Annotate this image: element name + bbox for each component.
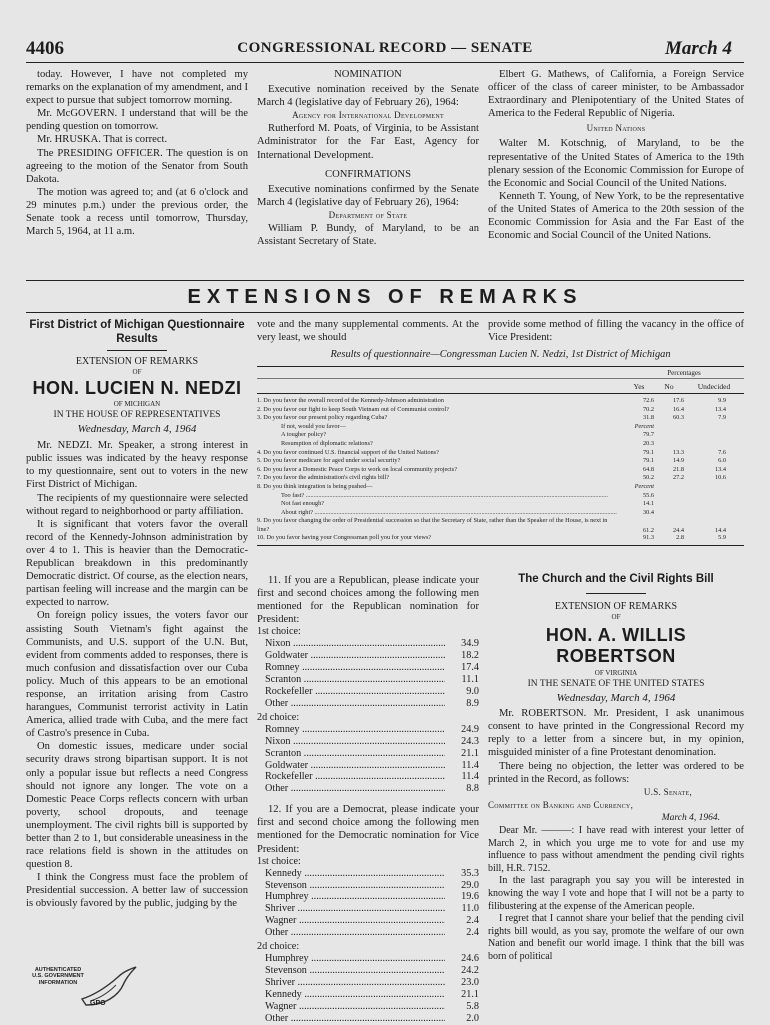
paragraph: I think the Congress must face the problem of Presidential succession. A better law of succession is obviously favored by the public, judging by the — [26, 872, 248, 910]
candidate-name: Romney ..... — [257, 724, 445, 736]
candidate-percent: 24.6 — [461, 953, 479, 965]
paragraph: Rutherford M. Poats, of Virginia, to be Assistant Administrator for the Far East, Agency for International Development. — [257, 123, 479, 161]
nedzi-continuation-right — [488, 318, 744, 344]
cell-undecided — [684, 509, 726, 518]
table-row — [257, 397, 744, 406]
list-item — [257, 880, 479, 892]
question-text: Resumption of diplomatic relations? ..... — [257, 440, 624, 449]
candidate-name: Stevenson ..... — [257, 965, 445, 977]
chamber-label: IN THE HOUSE OF REPRESENTATIVES — [53, 410, 221, 421]
section-heading: NOMINATION — [334, 69, 402, 80]
candidate-percent: 2.4 — [466, 927, 479, 939]
table-row — [257, 414, 744, 423]
list-item — [257, 783, 479, 795]
list-item — [257, 698, 479, 710]
question-text: 5. Do you favor medicare for aged under social security? ..... — [257, 457, 624, 466]
cell-undecided — [684, 483, 726, 492]
cell-no — [654, 431, 684, 440]
candidate-percent: 17.4 — [461, 662, 479, 674]
robertson-column — [488, 572, 744, 964]
candidate-percent: 21.1 — [461, 747, 479, 759]
candidate-percent: 11.4 — [461, 759, 479, 771]
candidate-percent: 35.3 — [461, 867, 479, 879]
seal-gpo: GPO — [90, 1000, 106, 1007]
list-item — [257, 724, 479, 736]
table-row — [257, 483, 744, 492]
list-item — [257, 989, 479, 1001]
first-choice-label: 1st choice: — [257, 855, 301, 867]
paragraph: Mr. McGOVERN. I understand that will be the pending question on tomorrow. — [26, 108, 248, 133]
question-text: Not fast enough? ..... — [257, 500, 624, 509]
candidate-percent: 11.0 — [461, 903, 479, 915]
paragraph: There being no objection, the letter was ordered to be printed in the Record, as follows: — [488, 760, 744, 785]
letterhead: U.S. Senate, — [643, 786, 692, 797]
chamber-label: IN THE SENATE OF THE UNITED STATES — [527, 679, 705, 690]
header-rule — [26, 62, 744, 63]
cell-no: 21.8 — [672, 465, 684, 473]
candidate-percent: 21.1 — [461, 988, 479, 1000]
extension-label: EXTENSION OF REMARKS — [75, 356, 199, 367]
question-text: 10. Do you favor having your Congressman poll you for your views? ..... — [257, 534, 624, 543]
cell-no — [654, 509, 684, 518]
paragraph: Kenneth T. Young, of New York, to be the representative of the United States of America to the 20th session of the Economic Commission for Asia and the Far East of the Economic and Social Council of the United Nations. — [488, 190, 744, 242]
cell-no — [654, 500, 684, 509]
section-heading: United Nations — [586, 123, 646, 134]
table-row — [257, 534, 744, 543]
list-item — [257, 977, 479, 989]
paragraph: Mr. NEDZI. Mr. Speaker, a strong interest in public issues was indicated by the heavy response to my questionnaire, sent out to voters in the new First District of Michigan. — [26, 440, 248, 491]
cell-undecided — [684, 492, 726, 501]
candidate-name: Scranton ..... — [257, 674, 445, 686]
top-right-column — [488, 68, 744, 242]
list-item — [257, 748, 479, 760]
candidate-name: Romney ..... — [257, 662, 445, 674]
candidate-percent: 2.4 — [466, 915, 479, 927]
col-header-no: No — [664, 381, 674, 391]
candidate-percent: 29.0 — [461, 879, 479, 891]
cell-undecided: 10.6 — [714, 474, 726, 482]
candidate-name: Wagner ..... — [257, 915, 445, 927]
q11-second-list — [257, 724, 479, 795]
paragraph: Mr. HRUSKA. That is correct. — [37, 134, 168, 146]
list-item — [257, 903, 479, 915]
paragraph: Executive nomination received by the Senate March 4 (legislative day of February 26), 1964: — [257, 84, 479, 109]
of-label: OF — [611, 613, 621, 622]
list-item — [257, 674, 479, 686]
cell-undecided — [684, 440, 726, 449]
candidate-percent: 23.0 — [461, 976, 479, 988]
candidate-percent: 8.8 — [466, 783, 479, 795]
candidate-percent: 11.1 — [461, 674, 479, 686]
member-state: OF VIRGINIA — [594, 669, 638, 678]
candidate-name: Scranton ..... — [257, 748, 445, 760]
question-text: 6. Do you favor a Domestic Peace Corps to work on local community projects? ..... — [257, 466, 624, 475]
gpo-authentication-seal — [26, 963, 146, 1013]
cell-yes: 79.1 — [642, 448, 654, 456]
cell-yes: 72.6 — [642, 397, 654, 404]
table-row — [257, 440, 744, 449]
paragraph: I regret that I cannot share your belief that the pending civil rights bill would, as you say, promote the welfare of our own Nation and benefit our world image. I think that the bill was born of political — [488, 913, 744, 962]
cell-no: 17.6 — [672, 397, 684, 404]
paragraph: The motion was agreed to; and (at 6 o'clock and 29 minutes p.m.) under the previous order, the Senate took a recess until tomorrow, Thursday, March 5, 1964, at 11 a.m. — [26, 186, 248, 238]
cell-yes: 50.2 — [642, 474, 654, 482]
question-text: 9. Do you favor changing the order of Presidential succession so that the Secretary of State, rather than the Speaker of the House, is next in line? — [257, 517, 608, 533]
cell-undecided: 9.9 — [718, 397, 726, 404]
cell-undecided: 14.4 — [714, 527, 726, 535]
q12-first-list — [257, 868, 479, 939]
table-body — [257, 394, 744, 543]
table-row — [257, 406, 744, 415]
list-item — [257, 868, 479, 880]
nedzi-continuation-left — [257, 318, 479, 344]
list-item — [257, 891, 479, 903]
question-text: 3. Do you favor our present policy regarding Cuba? ..... — [257, 414, 624, 423]
paragraph: provide some method of filling the vacancy in the office of Vice President: — [488, 319, 744, 344]
paragraph: today. However, I have not completed my remarks on the explanation of my amendment, and I expect to pursue that subject tomorrow morning. — [26, 69, 248, 107]
cell-undecided: 7.6 — [718, 448, 726, 456]
cell-yes: 79.7 — [642, 431, 654, 439]
cell-yes: Percent — [634, 482, 654, 490]
candidate-name: Rockefeller ..... — [257, 686, 445, 698]
cell-undecided — [684, 423, 726, 432]
col-header-undecided: Undecided — [697, 381, 731, 391]
second-choice-label: 2d choice: — [257, 941, 300, 953]
cell-no: 16.4 — [672, 405, 684, 413]
candidate-name: Kennedy ..... — [257, 989, 445, 1001]
candidate-name: Other ..... — [257, 698, 445, 710]
cell-yes: 30.4 — [642, 508, 654, 516]
candidate-percent: 11.4 — [461, 771, 479, 783]
candidate-name: Goldwater ..... — [257, 760, 445, 772]
nedzi-column — [26, 318, 248, 911]
top-middle-column — [257, 68, 479, 248]
cell-yes: 31.8 — [642, 414, 654, 422]
question-text: 7. Do you favor the administration's civil rights bill? ..... — [257, 474, 624, 483]
col-header-yes: Yes — [633, 381, 645, 391]
cell-yes: 61.2 — [642, 527, 654, 535]
table-row — [257, 423, 744, 432]
speech-date: Wednesday, March 4, 1964 — [556, 692, 676, 705]
candidate-name: Nixon ..... — [257, 638, 445, 650]
table-row — [257, 517, 744, 534]
cell-no: 27.2 — [672, 474, 684, 482]
cell-yes: 20.3 — [642, 439, 654, 447]
paragraph: Mr. ROBERTSON. Mr. President, I ask unanimous consent to have printed in the Congressional Record my reply to a letter from a sincere but, in my opinion, misguided minister of a fine Protestant denomination. — [488, 708, 744, 759]
first-choice-label: 1st choice: — [257, 626, 301, 638]
table-row — [257, 492, 744, 501]
candidate-percent: 9.0 — [466, 686, 479, 697]
percent-header: Percentages — [667, 368, 701, 377]
paragraph: It is significant that voters favor the overall record of the Kennedy-Johnson administration by over 4 to 1. This is heavier than the Democratic-Republican breakdown in this predominantly Democratic district. Of course, as the election nears, partisan feeling will increase and the margin can be expected to narrow. — [26, 518, 248, 609]
cell-undecided: 5.9 — [718, 534, 726, 542]
extensions-banner: EXTENSIONS OF REMARKS — [187, 286, 583, 308]
question-text: 2. Do you favor our fight to keep South Vietnam out of Communist control? ..... — [257, 406, 624, 415]
title-rule — [107, 350, 167, 351]
list-item — [257, 686, 479, 698]
table-row — [257, 509, 744, 518]
list-item — [257, 662, 479, 674]
member-name: HON. A. WILLIS ROBERTSON — [545, 625, 687, 667]
candidate-name: Humphrey ..... — [257, 891, 445, 903]
list-item — [257, 736, 479, 748]
section-heading: CONFIRMATIONS — [325, 168, 411, 180]
page-number: 4406 — [26, 38, 64, 59]
paragraph: On foreign policy issues, the voters favor our assisting South Vietnam's fight against the Communists, and U.S. support of the U.N. But, evident from comments added to responses, there is much confusion and dissatisfaction over our Cuba policy. Much of this appears to be an emotional response, an irritation arising from Castro harangues, Communist terrorist activity in Latin America, allied trade with Cuba, and the mere fact of Castro's presence in Cuba. — [26, 610, 248, 740]
table-row — [257, 474, 744, 483]
list-item — [257, 760, 479, 772]
banner-rule-top — [26, 280, 744, 281]
second-choice-label: 2d choice: — [257, 711, 300, 723]
candidate-name: Other ..... — [257, 783, 445, 795]
results-title: Results of questionnaire—Congressman Lucien N. Nedzi, 1st District of Michigan — [330, 349, 671, 360]
title-rule — [586, 593, 646, 594]
list-item — [257, 771, 479, 783]
paragraph: Elbert G. Mathews, of California, a Foreign Service officer of the class of career minister, to be Ambassador Extraordinary and Plenipotentiary of the United States of America to the Federal Republic of Nigeria. — [488, 69, 744, 120]
cell-no — [654, 423, 684, 432]
cell-yes: 79.1 — [642, 457, 654, 465]
agency-heading: Agency for International Development — [292, 110, 444, 121]
cell-no: 2.8 — [676, 534, 684, 542]
list-item — [257, 927, 479, 939]
cell-yes: Percent — [634, 422, 654, 430]
candidate-name: Nixon ..... — [257, 736, 445, 748]
letter-date: March 4, 1964. — [661, 812, 720, 823]
table-row — [257, 449, 744, 458]
candidate-name: Shriver ..... — [257, 903, 445, 915]
of-label: OF — [132, 368, 142, 377]
paragraph: On domestic issues, medicare under social security draws strong bipartisan support. It is not only a popular issue but reflects a need Congress should not ignore any longer. The vote on a Domestic Peace Corps reflects concern with urban poverty, school dropouts, and teenage unemployment. The civil rights bill is supported by better than 2 to 1, but considerable uneasiness in the race relations field is shown in the attitudes on question 8. — [26, 741, 248, 871]
question-text: A tougher policy? ..... — [257, 431, 624, 440]
cell-yes: 14.1 — [642, 500, 654, 508]
list-item — [257, 1013, 479, 1025]
list-item — [257, 638, 479, 650]
paragraph: vote and the many supplemental comments. At the very least, we should — [257, 319, 479, 344]
cell-undecided: 13.4 — [714, 405, 726, 413]
member-state: OF MICHIGAN — [113, 400, 161, 409]
paragraph: William P. Bundy, of Maryland, to be an Assistant Secretary of State. — [257, 223, 479, 248]
cell-no — [654, 440, 684, 449]
cell-no — [654, 492, 684, 501]
question-text: About right? ..... — [257, 509, 624, 518]
candidate-name: Wagner ..... — [257, 1001, 445, 1013]
candidate-name: Goldwater ..... — [257, 650, 445, 662]
extension-label: EXTENSION OF REMARKS — [554, 601, 678, 612]
committee-name: Committee on Banking and Currency, — [488, 799, 634, 810]
question-11: 11. If you are a Republican, please indicate your first and second choices among the following men mentioned for the Republican nomination for President: — [257, 575, 479, 626]
paragraph: The PRESIDING OFFICER. The question is on agreeing to the motion of the Senator from South Dakota. — [26, 147, 248, 185]
candidate-name: Rockefeller ..... — [257, 771, 445, 783]
cell-no: 60.3 — [672, 414, 684, 422]
cell-yes: 70.2 — [642, 405, 654, 413]
table-row — [257, 457, 744, 466]
candidate-name: Shriver ..... — [257, 977, 445, 989]
speech-date: Wednesday, March 4, 1964 — [77, 423, 197, 436]
article-title: The Church and the Civil Rights Bill — [518, 573, 714, 585]
table-bottom-rule — [257, 545, 744, 546]
candidate-column — [257, 574, 479, 1025]
table-row — [257, 466, 744, 475]
cell-undecided — [684, 500, 726, 509]
paragraph: In the last paragraph you say you will be interested in knowing the way I vote and hope that I will not be a party to filibustering at the expense of the American people. — [488, 875, 744, 912]
cell-undecided: 6.0 — [718, 457, 726, 465]
paragraph: Walter M. Kotschnig, of Maryland, to be the representative of the United States of America to the 19th plenary session of the Economic Commission for Europe of the Economic and Social Council of the United Nations. — [488, 138, 744, 189]
cell-no: 24.4 — [672, 527, 684, 535]
question-text: 1. Do you favor the overall record of the Kennedy-Johnson administration ..... — [257, 397, 624, 406]
table-row — [257, 431, 744, 440]
candidate-percent: 8.9 — [466, 697, 479, 709]
question-text: Too fast? ..... — [257, 492, 624, 501]
table-row — [257, 500, 744, 509]
candidate-name: Humphrey ..... — [257, 953, 445, 965]
candidate-percent: 24.2 — [461, 964, 479, 976]
paragraph: Dear Mr. ———: I have read with interest your letter of March 2, in which you urge me to vote for and use my influence to pass without amendment the pending civil rights bill, H.R. 7152. — [488, 825, 744, 874]
cell-undecided: 7.9 — [718, 414, 726, 422]
q12-second-list — [257, 953, 479, 1024]
cell-yes: 55.6 — [642, 491, 654, 499]
candidate-name: Stevenson ..... — [257, 880, 445, 892]
publication-title: CONGRESSIONAL RECORD — SENATE — [237, 40, 533, 56]
header-date: March 4 — [664, 38, 732, 59]
candidate-percent: 34.9 — [461, 638, 479, 650]
eagle-icon — [80, 963, 140, 1011]
questionnaire-table — [257, 366, 744, 546]
candidate-percent: 24.9 — [461, 723, 479, 735]
candidate-name: Kennedy ..... — [257, 868, 445, 880]
list-item — [257, 965, 479, 977]
cell-yes: 64.8 — [642, 465, 654, 473]
list-item — [257, 1001, 479, 1013]
candidate-percent: 19.6 — [461, 891, 479, 903]
paragraph: The recipients of my questionnaire were selected without regard to neighborhood or party affiliation. — [26, 492, 248, 517]
cell-undecided: 13.4 — [714, 465, 726, 473]
candidate-percent: 24.3 — [461, 735, 479, 747]
cell-undecided — [684, 431, 726, 440]
paragraph: Executive nominations confirmed by the Senate March 4 (legislative day of February 26), 1964: — [257, 183, 479, 208]
seal-text: AUTHENTICATED U.S. GOVERNMENT INFORMATION — [32, 967, 84, 986]
question-12: 12. If you are a Democrat, please indicate your first and second choice among the following men mentioned for the Democratic nomination for Vice President: — [257, 804, 479, 855]
list-item — [257, 915, 479, 927]
list-item — [257, 650, 479, 662]
q11-first-list — [257, 638, 479, 709]
candidate-name: Other ..... — [257, 1013, 445, 1025]
article-title: First District of Michigan Questionnaire Results — [29, 319, 245, 345]
candidate-percent: 2.0 — [466, 1012, 479, 1024]
cell-no — [654, 483, 684, 492]
candidate-name: Other ..... — [257, 927, 445, 939]
question-text: 4. Do you favor continued U.S. financial support of the United Nations? ..... — [257, 449, 624, 458]
cell-yes: 91.3 — [642, 534, 654, 542]
question-text: If not, would you favor— ..... — [257, 423, 624, 432]
cell-no: 13.3 — [672, 448, 684, 456]
candidate-percent: 18.2 — [461, 650, 479, 662]
banner-rule-bottom — [26, 312, 744, 313]
cell-no: 14.9 — [672, 457, 684, 465]
department-heading: Department of State — [328, 209, 408, 220]
top-left-column — [26, 68, 248, 238]
candidate-percent: 5.8 — [466, 1000, 479, 1012]
list-item — [257, 953, 479, 965]
question-text: 8. Do you think integration is being pushed— ..... — [257, 483, 624, 492]
member-name: HON. LUCIEN N. NEDZI — [32, 378, 242, 399]
